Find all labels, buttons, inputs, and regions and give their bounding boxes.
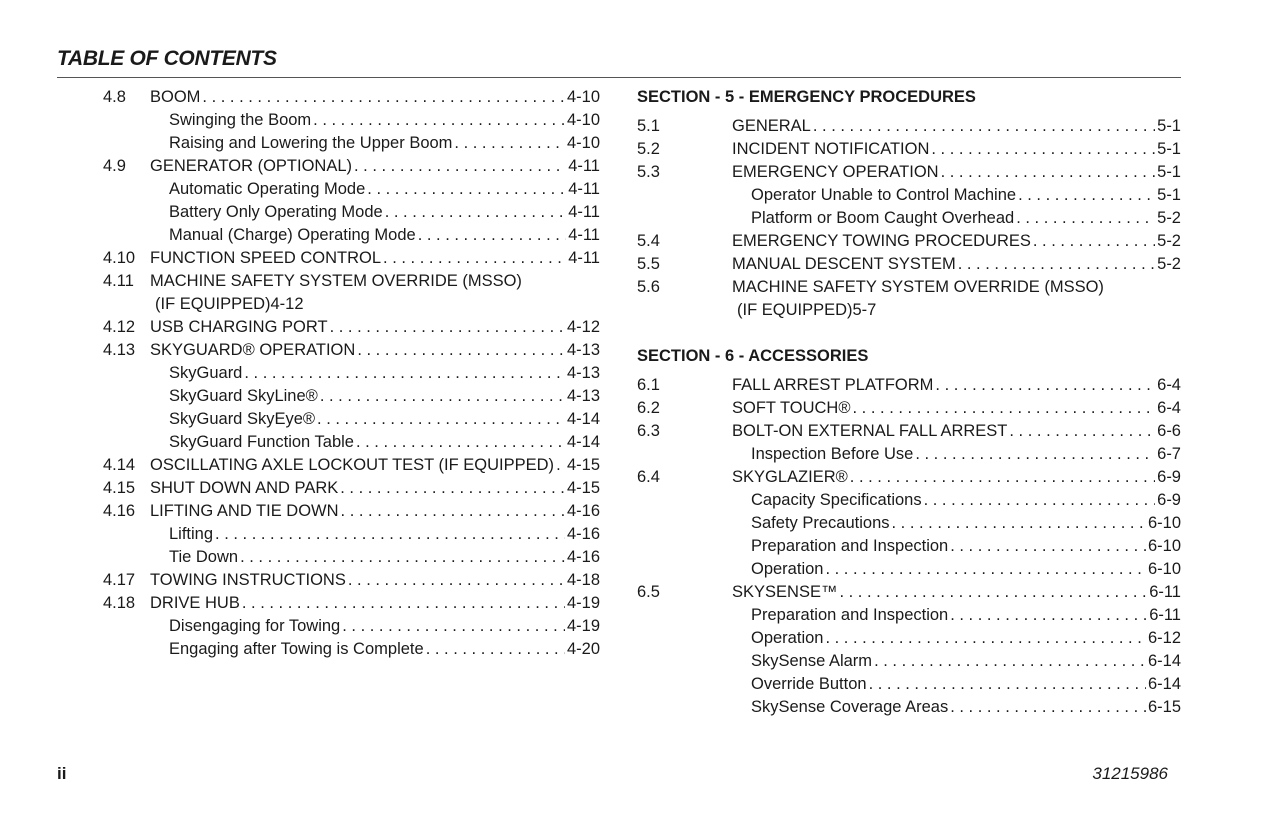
toc-entry-page: 4-19: [566, 594, 600, 612]
toc-entry[interactable]: [103, 109, 600, 132]
dot-leader: [341, 500, 565, 523]
toc-entry-page: 5-2: [1157, 255, 1181, 273]
toc-entry[interactable]: [637, 161, 1181, 184]
toc-entry-title: Override Button: [751, 675, 867, 693]
toc-entry-page: 5-1: [1157, 117, 1181, 135]
toc-entry[interactable]: [103, 339, 600, 362]
toc-entry-page: 4-15: [566, 479, 600, 497]
toc-entry-title: Automatic Operating Mode: [169, 180, 366, 198]
dot-leader: [941, 161, 1156, 184]
toc-entry-title: SOFT TOUCH®: [732, 399, 851, 417]
toc-entry[interactable]: [637, 535, 1181, 558]
toc-entry[interactable]: [637, 115, 1181, 138]
toc-entry[interactable]: [103, 385, 600, 408]
dot-leader: [1018, 184, 1155, 207]
toc-entry-page: 6-10: [1147, 514, 1181, 532]
toc-right-column: [637, 86, 1181, 719]
dot-leader: [556, 454, 565, 477]
dot-leader: [869, 673, 1146, 696]
toc-entry[interactable]: [637, 138, 1181, 161]
dot-leader: [418, 224, 566, 247]
dot-leader: [874, 650, 1146, 673]
toc-entry-title: GENERAL: [732, 117, 811, 135]
toc-entry-title: USB CHARGING PORT: [150, 318, 328, 336]
toc-entry-title: MANUAL DESCENT SYSTEM: [732, 255, 956, 273]
toc-entry[interactable]: [103, 408, 600, 431]
toc-entry[interactable]: [637, 466, 1181, 489]
dot-leader: [330, 316, 565, 339]
toc-entry-page: 5-1: [1157, 140, 1181, 158]
toc-entry-continuation[interactable]: [103, 293, 600, 316]
toc-entry[interactable]: [103, 569, 600, 592]
dot-leader: [340, 477, 565, 500]
toc-entry-number: 4.9: [103, 157, 126, 175]
toc-entry-title: (IF EQUIPPED)5-7: [737, 301, 877, 319]
toc-entry[interactable]: [637, 420, 1181, 443]
toc-entry[interactable]: [637, 581, 1181, 604]
dot-leader: [950, 535, 1146, 558]
dot-leader: [242, 592, 565, 615]
toc-entry-page: 4-18: [566, 571, 600, 589]
dot-leader: [935, 374, 1155, 397]
dot-leader: [357, 339, 565, 362]
toc-entry-title: SkyGuard Function Table: [169, 433, 354, 451]
toc-entry[interactable]: [103, 454, 600, 477]
toc-entry-page: 6-12: [1147, 629, 1181, 647]
dot-leader: [825, 627, 1146, 650]
dot-leader: [202, 86, 565, 109]
dot-leader: [313, 109, 565, 132]
toc-entry-page: 6-4: [1157, 376, 1181, 394]
toc-entry-number: 5.4: [637, 232, 660, 250]
dot-leader: [950, 604, 1147, 627]
dot-leader: [958, 253, 1155, 276]
toc-entry-title: SkySense Coverage Areas: [751, 698, 949, 716]
dot-leader: [215, 523, 565, 546]
dot-leader: [348, 569, 565, 592]
toc-entry-title: SKYGUARD® OPERATION: [150, 341, 356, 359]
toc-entry[interactable]: [103, 155, 600, 178]
dot-leader: [1016, 207, 1155, 230]
page-title: TABLE OF CONTENTS: [57, 47, 277, 70]
toc-entry-page: 4-14: [566, 433, 600, 451]
toc-entry-page: 4-19: [566, 617, 600, 635]
toc-entry[interactable]: [103, 224, 600, 247]
toc-entry[interactable]: [637, 627, 1181, 650]
toc-entry-title: Operation: [751, 629, 824, 647]
toc-entry-number: 6.2: [637, 399, 660, 417]
toc-entry-title: GENERATOR (OPTIONAL): [150, 157, 352, 175]
toc-entry-page: 6-9: [1157, 491, 1181, 509]
toc-entry-number: 4.10: [103, 249, 136, 267]
toc-entry-page: 4-13: [566, 387, 600, 405]
toc-entry[interactable]: [637, 253, 1181, 276]
dot-leader: [850, 466, 1155, 489]
toc-entry[interactable]: [103, 592, 600, 615]
toc-entry-page: 5-2: [1157, 232, 1181, 250]
toc-entry-title: Safety Precautions: [751, 514, 890, 532]
dot-leader: [240, 546, 565, 569]
toc-entry[interactable]: [637, 512, 1181, 535]
toc-entry-title: LIFTING AND TIE DOWN: [150, 502, 339, 520]
toc-entry[interactable]: [637, 673, 1181, 696]
toc-entry-title: SkyGuard SkyLine®: [169, 387, 318, 405]
page-number: ii: [57, 764, 67, 783]
toc-entry-page: 4-11: [568, 249, 600, 267]
toc-entry-title: Operator Unable to Control Machine: [751, 186, 1017, 204]
toc-entry-page: 4-11: [568, 226, 600, 244]
toc-entry-page: 6-14: [1147, 675, 1181, 693]
toc-entry-page: 4-11: [568, 203, 600, 221]
toc-entry-title: Tie Down: [169, 548, 239, 566]
dot-leader: [839, 581, 1147, 604]
dot-leader: [813, 115, 1155, 138]
toc-entry-page: 4-20: [566, 640, 600, 658]
toc-entry-page: 4-15: [566, 456, 600, 474]
toc-entry[interactable]: [103, 477, 600, 500]
toc-entry[interactable]: [637, 443, 1181, 466]
toc-entry[interactable]: [103, 362, 600, 385]
toc-entry-title: Manual (Charge) Operating Mode: [169, 226, 416, 244]
toc-entry-title: Engaging after Towing is Complete: [169, 640, 424, 658]
toc-entry-page: 4-13: [566, 364, 600, 382]
dot-leader: [454, 132, 565, 155]
toc-entry-title: BOOM: [150, 88, 201, 106]
toc-entry[interactable]: [637, 230, 1181, 253]
toc-entry-number: 4.15: [103, 479, 136, 497]
dot-leader: [385, 201, 567, 224]
dot-leader: [950, 696, 1146, 719]
toc-entry-number: 6.3: [637, 422, 660, 440]
toc-entry-title: Operation: [751, 560, 824, 578]
toc-entry-page: 4-10: [566, 134, 600, 152]
dot-leader: [317, 408, 565, 431]
toc-entry-number: 4.16: [103, 502, 136, 520]
toc-entry-number: 5.1: [637, 117, 660, 135]
dot-leader: [931, 138, 1155, 161]
toc-entry-title: SKYSENSE™: [732, 583, 838, 601]
toc-entry-title: Platform or Boom Caught Overhead: [751, 209, 1015, 227]
toc-entry-title: Inspection Before Use: [751, 445, 914, 463]
toc-entry-title: SkyGuard: [169, 364, 243, 382]
dot-leader: [924, 489, 1156, 512]
toc-entry-page: 6-14: [1147, 652, 1181, 670]
toc-entry-page: 4-14: [566, 410, 600, 428]
toc-entry[interactable]: [637, 650, 1181, 673]
toc-entry-page: 6-11: [1149, 583, 1181, 601]
toc-entry-title: BOLT-ON EXTERNAL FALL ARREST: [732, 422, 1008, 440]
toc-entry-number: 4.8: [103, 88, 126, 106]
toc-entry-title: FALL ARREST PLATFORM: [732, 376, 934, 394]
dot-leader: [892, 512, 1146, 535]
toc-entry-number: 5.3: [637, 163, 660, 181]
toc-entry-title: SkyGuard SkyEye®: [169, 410, 316, 428]
toc-entry[interactable]: [103, 86, 600, 109]
toc-entry-page: 4-16: [566, 502, 600, 520]
dot-leader: [244, 362, 565, 385]
toc-entry-title: Battery Only Operating Mode: [169, 203, 383, 221]
toc-entry-title: Disengaging for Towing: [169, 617, 341, 635]
toc-entry-page: 6-10: [1147, 560, 1181, 578]
toc-entry[interactable]: [637, 489, 1181, 512]
toc-entry-page: 6-11: [1149, 606, 1181, 624]
toc-entry-page: 4-13: [566, 341, 600, 359]
toc-entry[interactable]: [103, 316, 600, 339]
toc-entry[interactable]: [103, 132, 600, 155]
toc-entry-title: Raising and Lowering the Upper Boom: [169, 134, 453, 152]
toc-entry-title: Preparation and Inspection: [751, 537, 949, 555]
dot-leader: [853, 397, 1156, 420]
dot-leader: [320, 385, 565, 408]
toc-entry[interactable]: [103, 270, 600, 293]
toc-entry[interactable]: [103, 247, 600, 270]
toc-entry-title: MACHINE SAFETY SYSTEM OVERRIDE (MSSO): [150, 272, 522, 290]
toc-entry-title: Swinging the Boom: [169, 111, 312, 129]
toc-entry-page: 4-16: [566, 525, 600, 543]
toc-entry-number: 6.1: [637, 376, 660, 394]
toc-entry-page: 4-10: [566, 88, 600, 106]
toc-entry[interactable]: [103, 201, 600, 224]
dot-leader: [1009, 420, 1155, 443]
toc-entry-number: 4.11: [103, 272, 134, 290]
toc-entry-page: 6-7: [1157, 445, 1181, 463]
toc-left-column: [103, 86, 600, 661]
toc-entry-title: FUNCTION SPEED CONTROL: [150, 249, 382, 267]
toc-entry-page: 6-6: [1157, 422, 1181, 440]
toc-entry[interactable]: [103, 500, 600, 523]
dot-leader: [915, 443, 1155, 466]
toc-entry-page: 4-16: [566, 548, 600, 566]
toc-entry-number: 6.4: [637, 468, 660, 486]
toc-entry[interactable]: [637, 397, 1181, 420]
toc-entry[interactable]: [103, 431, 600, 454]
toc-entry-number: 5.6: [637, 278, 660, 296]
toc-entry-number: 4.17: [103, 571, 136, 589]
toc-entry[interactable]: [103, 615, 600, 638]
toc-entry[interactable]: [637, 696, 1181, 719]
toc-entry[interactable]: [103, 546, 600, 569]
toc-entry-title: Capacity Specifications: [751, 491, 922, 509]
section-5-entries: [637, 115, 1181, 322]
toc-entry[interactable]: [637, 374, 1181, 397]
toc-entry[interactable]: [637, 558, 1181, 581]
dot-leader: [426, 638, 565, 661]
header-divider: [57, 77, 1181, 78]
toc-entry-number: 4.13: [103, 341, 136, 359]
toc-entry-title: OSCILLATING AXLE LOCKOUT TEST (IF EQUIPPED): [150, 456, 555, 474]
toc-entry-page: 4-11: [568, 180, 600, 198]
toc-entry-title: SHUT DOWN AND PARK: [150, 479, 339, 497]
toc-entry[interactable]: [103, 523, 600, 546]
toc-entry-title: EMERGENCY TOWING PROCEDURES: [732, 232, 1031, 250]
toc-entry-title: INCIDENT NOTIFICATION: [732, 140, 930, 158]
dot-leader: [825, 558, 1146, 581]
toc-entry[interactable]: [637, 184, 1181, 207]
toc-entry-page: 4-12: [566, 318, 600, 336]
toc-entry-page: 6-10: [1147, 537, 1181, 555]
toc-entry-page: 5-1: [1157, 163, 1181, 181]
toc-entry-page: 4-10: [566, 111, 600, 129]
section-6-heading: SECTION - 6 - ACCESSORIES: [637, 347, 869, 365]
toc-entry-title: DRIVE HUB: [150, 594, 240, 612]
dot-leader: [1033, 230, 1155, 253]
toc-entry-number: 4.12: [103, 318, 136, 336]
dot-leader: [354, 155, 566, 178]
section-6-entries: [637, 374, 1181, 719]
toc-entry-continuation[interactable]: [637, 299, 1181, 322]
toc-entry[interactable]: [637, 207, 1181, 230]
dot-leader: [342, 615, 565, 638]
toc-entry-title: MACHINE SAFETY SYSTEM OVERRIDE (MSSO): [732, 278, 1104, 296]
toc-entry-title: SkySense Alarm: [751, 652, 873, 670]
toc-entry-title: Lifting: [169, 525, 214, 543]
dot-leader: [356, 431, 565, 454]
toc-entry[interactable]: [103, 178, 600, 201]
toc-entry[interactable]: [103, 638, 600, 661]
toc-entry-title: (IF EQUIPPED)4-12: [155, 295, 304, 313]
toc-entry-page: 6-15: [1147, 698, 1181, 716]
toc-entry-number: 6.5: [637, 583, 660, 601]
toc-entry-page: 5-2: [1157, 209, 1181, 227]
document-number: 31215986: [1092, 764, 1168, 783]
toc-entry-page: 5-1: [1157, 186, 1181, 204]
dot-leader: [367, 178, 566, 201]
toc-entry-number: 5.5: [637, 255, 660, 273]
toc-entry-title: SKYGLAZIER®: [732, 468, 848, 486]
toc-entry-page: 6-4: [1157, 399, 1181, 417]
toc-entry[interactable]: [637, 276, 1181, 299]
toc-entry[interactable]: [637, 604, 1181, 627]
section-5-heading: SECTION - 5 - EMERGENCY PROCEDURES: [637, 88, 976, 106]
toc-entry-title: Preparation and Inspection: [751, 606, 949, 624]
toc-entry-number: 5.2: [637, 140, 660, 158]
toc-entry-title: EMERGENCY OPERATION: [732, 163, 939, 181]
toc-entry-page: 6-9: [1157, 468, 1181, 486]
toc-entry-page: 4-11: [568, 157, 600, 175]
dot-leader: [383, 247, 566, 270]
toc-entry-number: 4.14: [103, 456, 136, 474]
toc-entry-number: 4.18: [103, 594, 136, 612]
toc-entry-title: TOWING INSTRUCTIONS: [150, 571, 346, 589]
